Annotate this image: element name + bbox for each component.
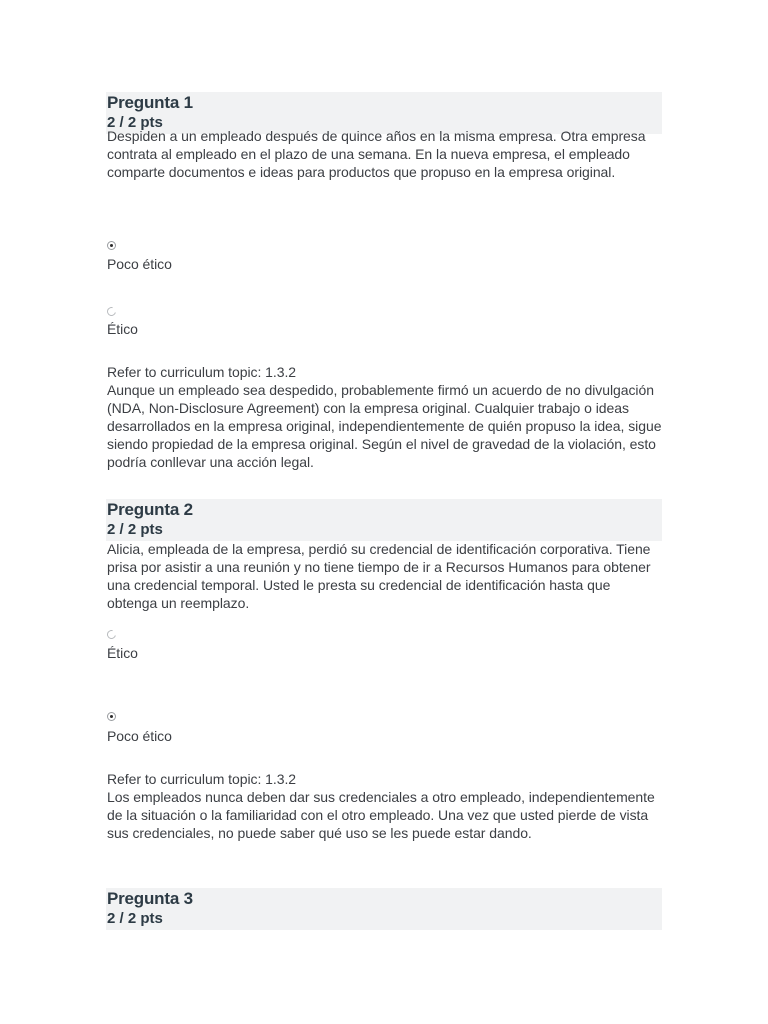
question-header (106, 888, 662, 930)
question-2 (106, 499, 662, 841)
question-title: Pregunta 1 (107, 93, 193, 112)
feedback-text: Los empleados nunca deben dar sus credenciales a otro empleado, independientemente de la situación o la familiaridad con el otro empleado. Una vez que usted pierde de vista sus credenciales, no puede saber qué uso se les puede estar dando. (107, 789, 655, 841)
answer-option[interactable] (106, 708, 116, 726)
question-3 (106, 888, 662, 930)
answer-label: Ético (107, 321, 138, 337)
question-points: 2 / 2 pts (107, 910, 163, 927)
question-text: Despiden a un empleado después de quince años en la misma empresa. Otra empresa contrata al empleado en el plazo de una semana. En la nueva empresa, el empleado comparte documentos e ideas para productos que propuso en la empresa original. (107, 128, 646, 180)
radio-button-selected[interactable] (107, 712, 116, 721)
answer-label: Poco ético (107, 256, 172, 272)
feedback-topic: Refer to curriculum topic: 1.3.2 (107, 771, 297, 787)
feedback (106, 363, 663, 471)
feedback (106, 770, 663, 842)
question-title: Pregunta 3 (107, 889, 193, 908)
radio-button-selected[interactable] (107, 241, 116, 250)
feedback-topic: Refer to curriculum topic: 1.3.2 (107, 364, 297, 380)
feedback-text: Aunque un empleado sea despedido, probablemente firmó un acuerdo de no divulgación (NDA, Non-Disclosure Agreement) con la empresa original. Cualquier trabajo o ideas desarrollados en la empresa original, independientemente de quién propuso la idea, sigue siendo propiedad de la empresa original. Según el nivel de gravedad de la violación, esto podría conllevar una acción legal. (107, 382, 662, 470)
question-points: 2 / 2 pts (107, 114, 163, 131)
answer-option[interactable] (106, 237, 116, 255)
question-title: Pregunta 2 (107, 500, 193, 519)
answer-option[interactable] (106, 626, 116, 644)
question-points: 2 / 2 pts (107, 521, 163, 538)
question-text: Alicia, empleada de la empresa, perdió su credencial de identificación corporativa. Tiene prisa por asistir a una reunión y no tiene tiempo de ir a Recursos Humanos para obtener una credencial temporal. Usted le presta su credencial de identificación hasta que obtenga un reemplazo. (107, 541, 651, 611)
answer-label: Ético (107, 645, 138, 661)
answer-option[interactable] (106, 303, 116, 321)
question-header (106, 499, 662, 541)
answer-label: Poco ético (107, 728, 172, 744)
question-1 (106, 92, 662, 470)
radio-button[interactable] (105, 628, 117, 640)
radio-button[interactable] (105, 305, 117, 317)
